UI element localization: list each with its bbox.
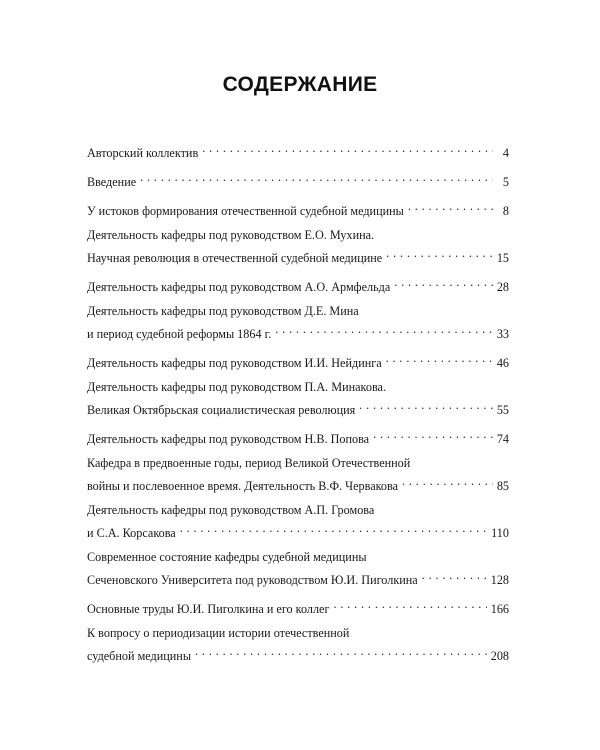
toc-entry xyxy=(87,501,509,542)
dot-leader xyxy=(422,566,487,584)
toc-entry xyxy=(87,378,509,419)
toc-entry-title-line: Деятельность кафедры под руководством А.П. Громова xyxy=(87,503,375,517)
toc-entry-title-line: Современное состояние кафедры судебной медицины xyxy=(87,550,367,564)
toc-entry-title-line: и С.А. Корсакова xyxy=(87,526,176,540)
toc-entry-title-line: Авторский коллектив xyxy=(87,146,199,160)
toc-entry-title-line: войны и послевоенное время. Деятельность В.Ф. Червакова xyxy=(87,479,399,493)
page-title: СОДЕРЖАНИЕ xyxy=(222,73,378,96)
dot-leader xyxy=(195,642,487,660)
toc-entry xyxy=(87,595,509,618)
toc-page-number: 128 xyxy=(490,573,509,587)
toc-entry-title-line: судебной медицины xyxy=(87,649,192,663)
table-of-contents xyxy=(87,139,509,671)
dot-leader xyxy=(275,320,493,338)
toc-page-number: 166 xyxy=(490,602,509,616)
toc-entry-title-line: Сеченовского Университета под руководством Ю.И. Пиголкина xyxy=(87,573,418,587)
toc-page-number: 28 xyxy=(496,280,509,294)
toc-entry-title-line: К вопросу о периодизации истории отечественной xyxy=(87,626,350,640)
toc-entry xyxy=(87,273,509,296)
toc-entry xyxy=(87,349,509,372)
toc-page-number: 208 xyxy=(490,649,509,663)
toc-page-number: 85 xyxy=(496,479,509,493)
dot-leader xyxy=(386,244,493,262)
dot-leader xyxy=(394,273,493,291)
dot-leader xyxy=(373,425,493,443)
toc-page-number: 15 xyxy=(496,251,509,265)
toc-entry xyxy=(87,197,509,220)
toc-entry xyxy=(87,139,509,162)
toc-page-number: 46 xyxy=(496,356,509,370)
toc-page-number: 4 xyxy=(502,146,509,160)
dot-leader xyxy=(402,472,493,490)
toc-entry xyxy=(87,302,509,343)
toc-entry-title-line: Основные труды Ю.И. Пиголкина и его коллег xyxy=(87,602,330,616)
toc-entry-title-line: и период судебной реформы 1864 г. xyxy=(87,327,272,341)
dot-leader xyxy=(359,396,493,414)
toc-page-number: 5 xyxy=(502,175,509,189)
toc-entry-title-line: Введение xyxy=(87,175,137,189)
toc-entry-title-line: У истоков формирования отечественной судебной медицины xyxy=(87,204,404,218)
dot-leader xyxy=(386,349,493,367)
toc-entry-title-line: Научная революция в отечественной судебной медицине xyxy=(87,251,383,265)
toc-entry-title-line: Кафедра в предвоенные годы, период Великой Отечественной xyxy=(87,456,411,470)
toc-entry-title-line: Деятельность кафедры под руководством И.И. Нейдинга xyxy=(87,356,382,370)
toc-entry-title-line: Деятельность кафедры под руководством Е.О. Мухина. xyxy=(87,228,375,242)
dot-leader xyxy=(202,139,493,157)
toc-entry xyxy=(87,226,509,267)
toc-entry xyxy=(87,168,509,191)
toc-page-number: 8 xyxy=(502,204,509,218)
toc-entry-title-line: Деятельность кафедры под руководством Д.Е. Мина xyxy=(87,304,359,318)
toc-entry xyxy=(87,425,509,448)
toc-page-number: 33 xyxy=(496,327,509,341)
toc-entry-title-line: Деятельность кафедры под руководством А.О. Армфельда xyxy=(87,280,391,294)
dot-leader xyxy=(333,595,486,613)
dot-leader xyxy=(180,519,487,537)
toc-page-number: 110 xyxy=(491,526,509,540)
dot-leader xyxy=(140,168,493,186)
toc-page-number: 74 xyxy=(496,432,509,446)
toc-entry-title-line: Деятельность кафедры под руководством Н.В. Попова xyxy=(87,432,370,446)
toc-page-number: 55 xyxy=(496,403,509,417)
toc-entry-title-line: Великая Октябрьская социалистическая революция xyxy=(87,403,356,417)
toc-entry-title-line: Деятельность кафедры под руководством П.А. Минакова. xyxy=(87,380,386,394)
toc-entry xyxy=(87,548,509,589)
dot-leader xyxy=(408,197,493,215)
toc-entry xyxy=(87,624,509,665)
toc-entry xyxy=(87,454,509,495)
